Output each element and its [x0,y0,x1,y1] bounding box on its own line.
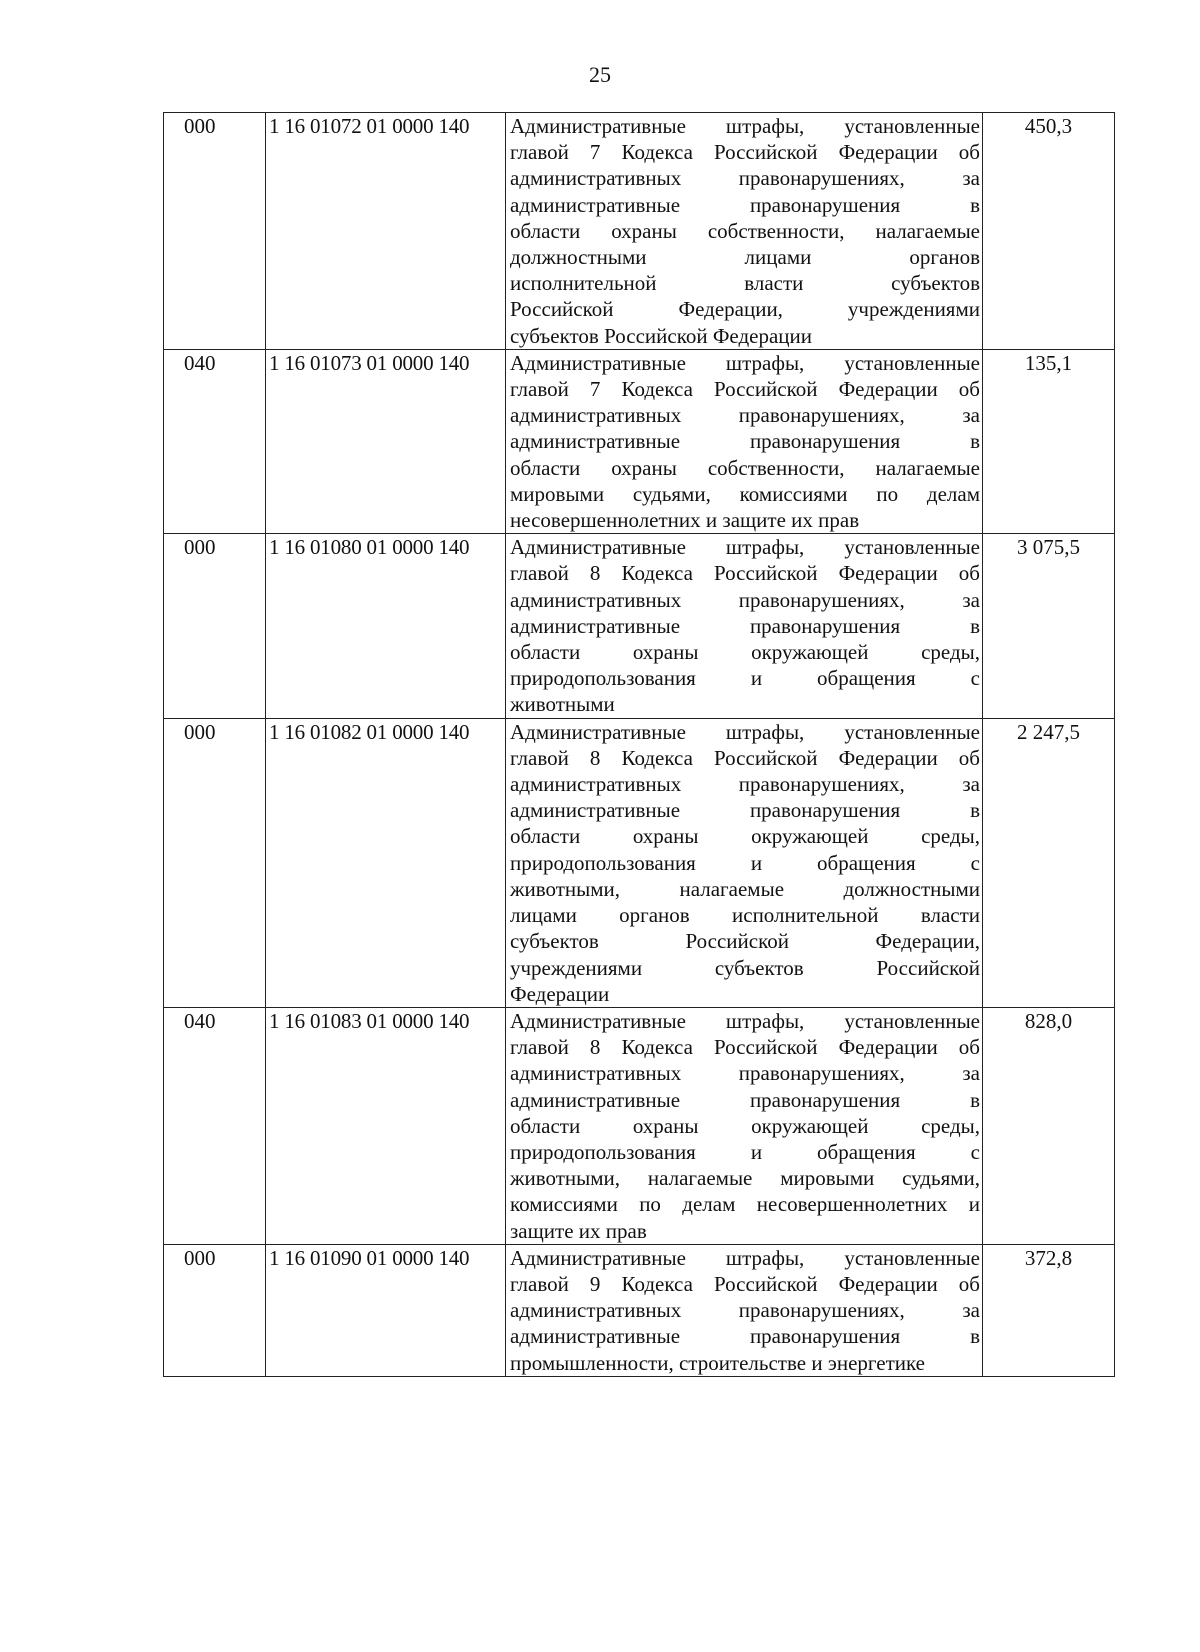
admin-code-cell: 000 [164,718,266,1007]
description-line: главой 9 Кодекса Российской Федерации об [510,1271,980,1296]
description-line: должностными лицами органов [510,245,980,270]
admin-code-cell: 040 [164,1007,266,1244]
admin-code-cell: 000 [164,534,266,718]
table-row [164,349,1115,533]
description-line: административные правонарушения в [510,798,980,823]
description-line: области охраны окружающей среды, [510,824,980,849]
table-row [164,1007,1115,1244]
table-row [164,534,1115,718]
description-line: лицами органов исполнительной власти [510,903,980,928]
description-line: административных правонарушениях, за [510,587,980,612]
description-line: административных правонарушениях, за [510,1298,980,1323]
description-line: Административные штрафы, установленные [510,535,980,560]
description-line: животными [510,692,615,717]
description-line: области охраны окружающей среды, [510,1113,980,1138]
description-line: административные правонарушения в [510,1324,980,1349]
table-row [164,1244,1115,1376]
budget-revenue-table [163,112,1115,1377]
page-number: 25 [589,62,611,87]
description-line: административные правонарушения в [510,192,980,217]
description-line: Административные штрафы, установленные [510,1008,980,1033]
description-line: исполнительной власти субъектов [510,271,980,296]
description-line: промышленности, строительстве и энергетике [510,1350,925,1375]
description-line: административных правонарушениях, за [510,1061,980,1086]
description-line: природопользования и обращения с [510,666,980,691]
description-line: области охраны собственности, налагаемые [510,455,980,480]
table-body [164,113,1115,1377]
description-line: животными, налагаемые мировыми судьями, [510,1166,980,1191]
budget-classification-code-cell: 1 16 01080 01 0000 140 [266,534,506,718]
description-line: административных правонарушениях, за [510,166,980,191]
description-line: главой 7 Кодекса Российской Федерации об [510,140,980,165]
description-line: Административные штрафы, установленные [510,1245,980,1270]
description-line: главой 8 Кодекса Российской Федерации об [510,745,980,770]
amount-cell: 2 247,5 [983,718,1115,1007]
revenue-description-cell [506,534,983,718]
description-line: административных правонарушениях, за [510,403,980,428]
revenue-description-cell [506,1007,983,1244]
admin-code-cell: 000 [164,1244,266,1376]
description-line: Российской Федерации, учреждениями [510,297,980,322]
budget-classification-code-cell: 1 16 01082 01 0000 140 [266,718,506,1007]
revenue-description-cell [506,113,983,350]
description-line: главой 8 Кодекса Российской Федерации об [510,1035,980,1060]
table-row [164,113,1115,350]
amount-cell: 3 075,5 [983,534,1115,718]
admin-code-cell: 000 [164,113,266,350]
description-line: Административные штрафы, установленные [510,114,980,138]
description-line: Федерации [510,981,610,1006]
description-line: мировыми судьями, комиссиями по делам [510,481,980,506]
description-line: области охраны окружающей среды, [510,640,980,665]
table-row [164,718,1115,1007]
admin-code-cell: 040 [164,349,266,533]
description-line: субъектов Российской Федерации, [510,929,980,954]
description-line: животными, налагаемые должностными [510,876,980,901]
description-line: административные правонарушения в [510,1087,980,1112]
amount-cell: 828,0 [983,1007,1115,1244]
description-line: административные правонарушения в [510,613,980,638]
description-line: главой 7 Кодекса Российской Федерации об [510,377,980,402]
description-line: несовершеннолетних и защите их прав [510,508,860,533]
description-line: Административные штрафы, установленные [510,719,980,744]
description-line: субъектов Российской Федерации [510,323,813,348]
description-line: Административные штрафы, установленные [510,350,980,375]
description-line: административных правонарушениях, за [510,772,980,797]
budget-classification-code-cell: 1 16 01072 01 0000 140 [266,113,506,350]
description-line: природопользования и обращения с [510,1139,980,1164]
budget-classification-code-cell: 1 16 01090 01 0000 140 [266,1244,506,1376]
revenue-description-cell [506,1244,983,1376]
budget-classification-code-cell: 1 16 01073 01 0000 140 [266,349,506,533]
description-line: главой 8 Кодекса Российской Федерации об [510,561,980,586]
description-line: учреждениями субъектов Российской [510,955,980,980]
description-line: области охраны собственности, налагаемые [510,218,980,243]
description-line: комиссиями по делам несовершеннолетних и [510,1192,980,1217]
amount-cell: 372,8 [983,1244,1115,1376]
revenue-description-cell [506,349,983,533]
amount-cell: 450,3 [983,113,1115,350]
revenue-description-cell [506,718,983,1007]
amount-cell: 135,1 [983,349,1115,533]
description-line: защите их прав [510,1218,647,1243]
budget-classification-code-cell: 1 16 01083 01 0000 140 [266,1007,506,1244]
description-line: природопользования и обращения с [510,850,980,875]
description-line: административные правонарушения в [510,429,980,454]
